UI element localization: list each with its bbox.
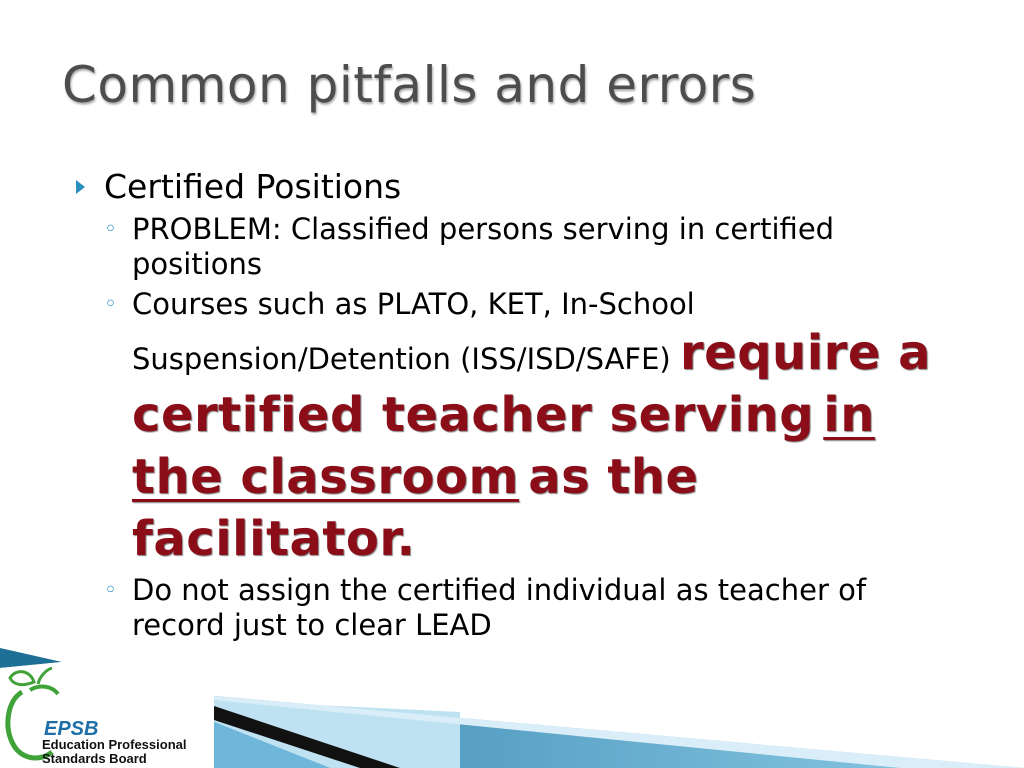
ring-bullet-icon: ◦ bbox=[104, 217, 117, 242]
logo-line-2: Standards Board bbox=[42, 751, 147, 766]
slide-title: Common pitfalls and errors bbox=[62, 56, 757, 114]
apple-logo-icon bbox=[0, 0, 220, 768]
logo-line-1: Education Professional bbox=[42, 737, 187, 752]
ring-bullet-icon: ◦ bbox=[104, 292, 117, 317]
logo-abbrev: EPSB bbox=[44, 718, 99, 740]
bullet-text: Certified Positions bbox=[104, 167, 402, 206]
emphasis-in-classroom: in the classroom bbox=[132, 387, 875, 505]
sub-bullet-text: Do not assign the certified individual as teacher of record just to clear LEAD bbox=[132, 573, 867, 642]
ring-bullet-icon: ◦ bbox=[104, 578, 117, 603]
sub-bullet-text: PROBLEM: Classified persons serving in certified positions bbox=[132, 212, 835, 281]
courses-text: Courses such as PLATO, KET, In-School Suspension/Detention (ISS/ISD/SAFE) bbox=[132, 287, 695, 376]
emphasis-facilitator: as the facilitator. bbox=[132, 449, 699, 567]
logo-name bbox=[42, 738, 186, 766]
emphasis-require: require a certified teacher serving bbox=[132, 325, 932, 443]
